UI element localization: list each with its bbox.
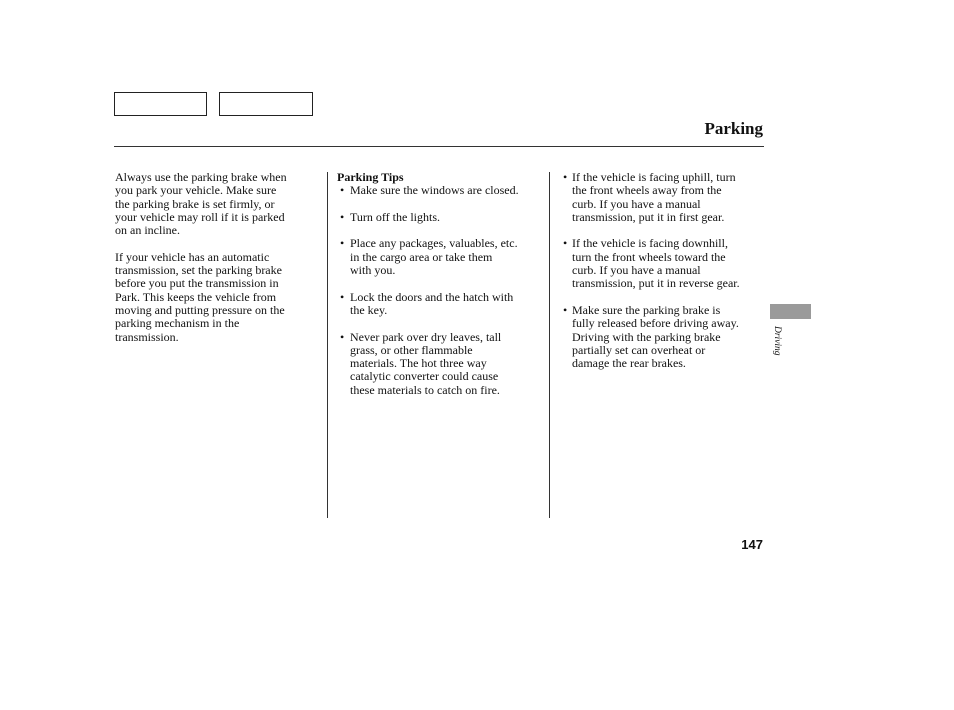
nav-button-1[interactable]: [114, 92, 207, 116]
bullet-icon: •: [563, 302, 568, 317]
column-intro: [115, 171, 320, 357]
bullet-icon: •: [563, 236, 568, 251]
list-item-text: Make sure the parking brake is fully released before driving away. Driving with the parking brake partially set can overheat or damage the rear brakes.: [572, 302, 739, 371]
list-item: [563, 171, 768, 224]
column-divider-2: [549, 172, 550, 518]
subheading-parking-tips: Parking Tips: [337, 170, 404, 184]
column-divider-1: [327, 172, 328, 518]
list-item-text: Make sure the windows are closed.: [350, 183, 519, 198]
slope-tips-list: [563, 171, 768, 370]
column-parking-tips: [337, 171, 549, 410]
list-item: [563, 304, 768, 370]
list-item-text: Never park over dry leaves, tall grass, or other flammable materials. The hot three way catalytic converter could cause these materials to catch on fire.: [350, 329, 502, 397]
bullet-icon: •: [340, 236, 345, 251]
list-item: [337, 291, 549, 318]
list-item: [337, 211, 549, 224]
bullet-icon: •: [340, 183, 345, 198]
page-title: Parking: [704, 119, 763, 138]
bullet-icon: •: [340, 329, 345, 344]
page-number: 147: [741, 537, 763, 552]
list-item-text: Place any packages, valuables, etc. in the cargo area or take them with you.: [350, 236, 518, 278]
bullet-icon: •: [340, 289, 345, 304]
paragraph-parking-brake: Always use the parking brake when you park your vehicle. Make sure the parking brake is set firmly, or your vehicle may roll if it is parked on an incline.: [115, 170, 287, 238]
column-slope-tips: [563, 171, 768, 384]
parking-tips-list: [337, 184, 549, 397]
list-item: [337, 184, 549, 197]
nav-button-2[interactable]: [219, 92, 313, 116]
bullet-icon: •: [340, 209, 345, 224]
list-item-text: Turn off the lights.: [350, 209, 441, 224]
list-item: [563, 237, 768, 290]
paragraph-automatic-transmission: If your vehicle has an automatic transmission, set the parking brake before you put the transmission in Park. This keeps the vehicle from moving and putting pressure on the parking mechanism in the transmission.: [115, 249, 285, 344]
list-item-text: If the vehicle is facing uphill, turn the front wheels away from the curb. If you have a manual transmission, put it in first gear.: [572, 170, 736, 224]
title-rule: [114, 146, 764, 147]
bullet-icon: •: [563, 170, 568, 184]
section-tab-label: Driving: [772, 326, 782, 356]
list-item: [337, 331, 549, 397]
section-tab[interactable]: [770, 304, 811, 319]
list-item-text: If the vehicle is facing downhill, turn the front wheels toward the curb. If you have a manual transmission, put it in reverse gear.: [572, 236, 740, 291]
list-item-text: Lock the doors and the hatch with the key.: [350, 289, 514, 317]
list-item: [337, 237, 549, 277]
